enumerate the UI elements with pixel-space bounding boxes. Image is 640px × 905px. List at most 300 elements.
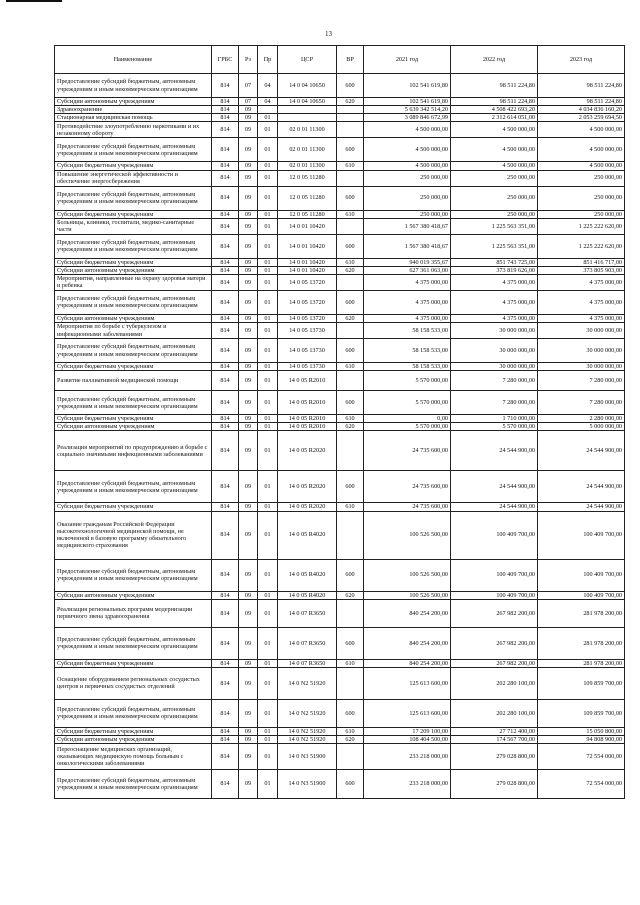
amount-2022-cell: 4 375 000,00 — [451, 274, 538, 290]
table-row — [55, 699, 625, 727]
rz-cell: 09 — [239, 511, 258, 559]
csr-cell: 14 0 05 R4020 — [278, 511, 337, 559]
table-row — [55, 727, 625, 735]
amount-2021-cell: 100 526 500,00 — [364, 591, 451, 599]
vr-cell: 620 — [337, 423, 364, 431]
page-number: 13 — [325, 30, 332, 38]
table-row — [55, 339, 625, 363]
grbs-cell: 814 — [212, 511, 239, 559]
amount-2023-cell: 30 000 000,00 — [538, 323, 625, 339]
grbs-cell: 814 — [212, 258, 239, 266]
vr-cell: 610 — [337, 415, 364, 423]
amount-2021-cell: 840 254 200,00 — [364, 599, 451, 627]
vr-cell: 600 — [337, 699, 364, 727]
grbs-cell: 814 — [212, 431, 239, 471]
vr-cell — [337, 431, 364, 471]
amount-2021-cell: 250 000,00 — [364, 170, 451, 186]
amount-2021-cell: 627 361 063,00 — [364, 266, 451, 274]
rz-cell: 07 — [239, 98, 258, 106]
pr-cell: 01 — [258, 667, 278, 699]
pr-cell: 01 — [258, 339, 278, 363]
amount-2023-cell: 281 978 200,00 — [538, 599, 625, 627]
csr-cell: 02 0 01 11300 — [278, 138, 337, 162]
rz-cell: 09 — [239, 591, 258, 599]
name-cell: Субсидии бюджетным учреждениям — [55, 659, 212, 667]
pr-cell: 01 — [258, 431, 278, 471]
rz-cell: 09 — [239, 122, 258, 138]
csr-cell: 14 0 05 13720 — [278, 290, 337, 314]
table-row — [55, 559, 625, 591]
vr-cell: 600 — [337, 770, 364, 799]
amount-2021-cell: 4 500 000,00 — [364, 162, 451, 170]
amount-2022-cell: 267 982 200,00 — [451, 627, 538, 659]
grbs-cell: 814 — [212, 74, 239, 98]
table-row — [55, 74, 625, 98]
pr-cell: 01 — [258, 210, 278, 218]
amount-2023-cell: 4 500 000,00 — [538, 138, 625, 162]
vr-cell: 600 — [337, 290, 364, 314]
name-cell: Предоставление субсидий бюджетным, автономным учреждениям и иным некоммерческим организациям — [55, 699, 212, 727]
amount-2022-cell: 202 280 100,00 — [451, 699, 538, 727]
name-cell: Здравоохранение — [55, 106, 212, 114]
amount-2022-cell: 98 511 224,80 — [451, 74, 538, 98]
table-row — [55, 591, 625, 599]
csr-cell: 14 0 05 R2020 — [278, 503, 337, 511]
name-cell: Субсидии бюджетным учреждениям — [55, 363, 212, 371]
rz-cell: 09 — [239, 170, 258, 186]
name-cell: Оснащение оборудованием региональных сосудистых центров и первичных сосудистых отделений — [55, 667, 212, 699]
table-row — [55, 323, 625, 339]
amount-2023-cell: 7 280 000,00 — [538, 391, 625, 415]
amount-2023-cell: 24 544 900,00 — [538, 503, 625, 511]
pr-cell: 04 — [258, 74, 278, 98]
pr-cell: 01 — [258, 699, 278, 727]
grbs-cell: 814 — [212, 339, 239, 363]
rz-cell: 09 — [239, 735, 258, 743]
vr-cell: 610 — [337, 258, 364, 266]
amount-2022-cell: 30 000 000,00 — [451, 323, 538, 339]
amount-2021-cell: 1 567 380 418,67 — [364, 218, 451, 234]
csr-cell: 14 0 05 13720 — [278, 274, 337, 290]
amount-2023-cell: 30 000 000,00 — [538, 363, 625, 371]
amount-2023-cell: 4 375 000,00 — [538, 314, 625, 322]
amount-2022-cell: 373 819 626,00 — [451, 266, 538, 274]
pr-cell: 04 — [258, 98, 278, 106]
header-cell: 2022 год — [451, 46, 538, 74]
amount-2021-cell: 0,00 — [364, 415, 451, 423]
name-cell: Больницы, клиники, госпитали, медико-санитарные части — [55, 218, 212, 234]
amount-2023-cell: 94 808 900,00 — [538, 735, 625, 743]
rz-cell: 09 — [239, 659, 258, 667]
amount-2023-cell: 250 000,00 — [538, 170, 625, 186]
amount-2021-cell: 58 158 533,00 — [364, 323, 451, 339]
amount-2023-cell: 5 000 000,00 — [538, 423, 625, 431]
amount-2021-cell: 5 570 000,00 — [364, 391, 451, 415]
grbs-cell: 814 — [212, 266, 239, 274]
rz-cell: 09 — [239, 314, 258, 322]
amount-2022-cell: 279 028 800,00 — [451, 770, 538, 799]
csr-cell: 14 0 07 R3650 — [278, 627, 337, 659]
amount-2023-cell: 281 978 200,00 — [538, 627, 625, 659]
amount-2022-cell: 24 544 900,00 — [451, 431, 538, 471]
amount-2022-cell: 267 982 200,00 — [451, 599, 538, 627]
csr-cell: 14 0 05 R2020 — [278, 431, 337, 471]
name-cell: Развитие паллиативной медицинской помощи — [55, 371, 212, 391]
rz-cell: 09 — [239, 266, 258, 274]
amount-2022-cell: 174 567 700,00 — [451, 735, 538, 743]
name-cell: Субсидии автономным учреждениям — [55, 423, 212, 431]
pr-cell: 01 — [258, 371, 278, 391]
csr-cell — [278, 114, 337, 122]
amount-2023-cell: 851 416 717,00 — [538, 258, 625, 266]
amount-2022-cell: 4 500 000,00 — [451, 122, 538, 138]
amount-2022-cell: 250 000,00 — [451, 186, 538, 210]
vr-cell: 610 — [337, 727, 364, 735]
amount-2021-cell: 4 500 000,00 — [364, 122, 451, 138]
table-row — [55, 667, 625, 699]
csr-cell: 14 0 05 R2010 — [278, 423, 337, 431]
rz-cell: 09 — [239, 186, 258, 210]
csr-cell: 14 0 N3 51900 — [278, 770, 337, 799]
top-rule — [6, 0, 62, 2]
csr-cell: 14 0 05 R2010 — [278, 371, 337, 391]
pr-cell: 01 — [258, 727, 278, 735]
name-cell: Субсидии бюджетным учреждениям — [55, 162, 212, 170]
amount-2022-cell: 1 225 563 351,00 — [451, 218, 538, 234]
name-cell: Субсидии бюджетным учреждениям — [55, 210, 212, 218]
rz-cell: 09 — [239, 431, 258, 471]
table-row — [55, 471, 625, 503]
rz-cell: 09 — [239, 471, 258, 503]
pr-cell: 01 — [258, 162, 278, 170]
pr-cell: 01 — [258, 559, 278, 591]
amount-2022-cell: 7 280 000,00 — [451, 371, 538, 391]
amount-2022-cell: 24 544 900,00 — [451, 471, 538, 503]
amount-2023-cell: 4 375 000,00 — [538, 290, 625, 314]
amount-2021-cell: 58 158 533,00 — [364, 339, 451, 363]
vr-cell — [337, 114, 364, 122]
csr-cell: 14 0 05 13730 — [278, 363, 337, 371]
pr-cell — [258, 106, 278, 114]
name-cell: Субсидии бюджетным учреждениям — [55, 503, 212, 511]
csr-cell: 14 0 N2 51920 — [278, 727, 337, 735]
csr-cell: 14 0 01 10420 — [278, 258, 337, 266]
table-row — [55, 218, 625, 234]
rz-cell: 09 — [239, 210, 258, 218]
csr-cell: 14 0 07 R3650 — [278, 659, 337, 667]
vr-cell: 600 — [337, 627, 364, 659]
amount-2022-cell: 24 544 900,00 — [451, 503, 538, 511]
table-row — [55, 98, 625, 106]
pr-cell: 01 — [258, 258, 278, 266]
rz-cell: 09 — [239, 627, 258, 659]
amount-2023-cell: 2 053 259 694,50 — [538, 114, 625, 122]
rz-cell: 09 — [239, 106, 258, 114]
rz-cell: 09 — [239, 371, 258, 391]
csr-cell: 14 0 04 10650 — [278, 74, 337, 98]
amount-2023-cell: 2 280 000,00 — [538, 415, 625, 423]
header-cell: ВР — [337, 46, 364, 74]
pr-cell: 01 — [258, 363, 278, 371]
rz-cell: 09 — [239, 290, 258, 314]
vr-cell: 610 — [337, 162, 364, 170]
amount-2023-cell: 250 000,00 — [538, 186, 625, 210]
grbs-cell: 814 — [212, 371, 239, 391]
pr-cell: 01 — [258, 114, 278, 122]
table-row — [55, 114, 625, 122]
rz-cell: 09 — [239, 363, 258, 371]
name-cell: Субсидии автономным учреждениям — [55, 591, 212, 599]
amount-2021-cell: 100 526 500,00 — [364, 511, 451, 559]
table-row — [55, 170, 625, 186]
amount-2021-cell: 125 613 600,00 — [364, 667, 451, 699]
table-row — [55, 290, 625, 314]
table-row — [55, 186, 625, 210]
header-cell: 2021 год — [364, 46, 451, 74]
name-cell: Переоснащение медицинских организаций, оказывающих медицинскую помощь больным с онкологическими заболеваниями — [55, 744, 212, 770]
vr-cell: 600 — [337, 74, 364, 98]
pr-cell: 01 — [258, 770, 278, 799]
name-cell: Повышение энергетической эффективности и обеспечение энергосбережения — [55, 170, 212, 186]
table-row — [55, 744, 625, 770]
vr-cell: 600 — [337, 138, 364, 162]
grbs-cell: 814 — [212, 162, 239, 170]
name-cell: Субсидии бюджетным учреждениям — [55, 727, 212, 735]
csr-cell: 12 0 05 11280 — [278, 170, 337, 186]
rz-cell: 09 — [239, 162, 258, 170]
name-cell: Субсидии бюджетным учреждениям — [55, 258, 212, 266]
pr-cell: 01 — [258, 290, 278, 314]
rz-cell: 09 — [239, 138, 258, 162]
grbs-cell: 814 — [212, 423, 239, 431]
vr-cell — [337, 170, 364, 186]
grbs-cell: 814 — [212, 471, 239, 503]
table-row — [55, 363, 625, 371]
amount-2023-cell: 72 554 000,00 — [538, 744, 625, 770]
amount-2021-cell: 940 019 355,67 — [364, 258, 451, 266]
budget-table — [54, 45, 625, 799]
vr-cell: 600 — [337, 559, 364, 591]
amount-2022-cell: 98 511 224,80 — [451, 98, 538, 106]
amount-2021-cell: 4 375 000,00 — [364, 290, 451, 314]
csr-cell: 14 0 N2 51920 — [278, 735, 337, 743]
vr-cell: 610 — [337, 210, 364, 218]
grbs-cell: 814 — [212, 627, 239, 659]
vr-cell: 600 — [337, 391, 364, 415]
vr-cell: 620 — [337, 591, 364, 599]
grbs-cell: 814 — [212, 234, 239, 258]
amount-2023-cell: 72 554 000,00 — [538, 770, 625, 799]
csr-cell: 14 0 05 R2020 — [278, 471, 337, 503]
vr-cell: 620 — [337, 266, 364, 274]
rz-cell: 09 — [239, 744, 258, 770]
grbs-cell: 814 — [212, 122, 239, 138]
csr-cell: 14 0 04 10650 — [278, 98, 337, 106]
grbs-cell: 814 — [212, 170, 239, 186]
vr-cell: 620 — [337, 735, 364, 743]
name-cell: Субсидии бюджетным учреждениям — [55, 415, 212, 423]
name-cell: Предоставление субсидий бюджетным, автономным учреждениям и иным некоммерческим организациям — [55, 290, 212, 314]
grbs-cell: 814 — [212, 559, 239, 591]
amount-2023-cell: 1 225 222 620,00 — [538, 218, 625, 234]
csr-cell: 14 0 01 10420 — [278, 218, 337, 234]
amount-2021-cell: 58 158 533,00 — [364, 363, 451, 371]
grbs-cell: 814 — [212, 114, 239, 122]
amount-2023-cell: 4 034 836 160,20 — [538, 106, 625, 114]
amount-2022-cell: 202 280 100,00 — [451, 667, 538, 699]
vr-cell — [337, 599, 364, 627]
rz-cell: 09 — [239, 503, 258, 511]
header-row — [55, 46, 625, 74]
grbs-cell: 814 — [212, 415, 239, 423]
amount-2021-cell: 5 639 342 514,20 — [364, 106, 451, 114]
pr-cell: 01 — [258, 744, 278, 770]
amount-2023-cell: 24 544 900,00 — [538, 471, 625, 503]
amount-2023-cell: 1 225 222 620,00 — [538, 234, 625, 258]
table-row — [55, 210, 625, 218]
header-cell: ЦСР — [278, 46, 337, 74]
pr-cell: 01 — [258, 511, 278, 559]
rz-cell: 09 — [239, 667, 258, 699]
table-row — [55, 659, 625, 667]
name-cell: Предоставление субсидий бюджетным, автономным учреждениям и иным некоммерческим организациям — [55, 74, 212, 98]
amount-2022-cell: 4 508 422 693,20 — [451, 106, 538, 114]
rz-cell: 09 — [239, 391, 258, 415]
vr-cell — [337, 667, 364, 699]
rz-cell: 09 — [239, 114, 258, 122]
pr-cell: 01 — [258, 122, 278, 138]
grbs-cell: 814 — [212, 735, 239, 743]
rz-cell: 09 — [239, 218, 258, 234]
amount-2022-cell: 27 712 400,00 — [451, 727, 538, 735]
pr-cell: 01 — [258, 314, 278, 322]
csr-cell: 14 0 05 R4020 — [278, 591, 337, 599]
name-cell: Мероприятия по борьбе с туберкулезом и инфекционными заболеваниями — [55, 323, 212, 339]
table-row — [55, 274, 625, 290]
amount-2023-cell: 109 859 700,00 — [538, 699, 625, 727]
vr-cell: 600 — [337, 471, 364, 503]
name-cell: Предоставление субсидий бюджетным, автономным учреждениям и иным некоммерческим организациям — [55, 138, 212, 162]
table-row — [55, 314, 625, 322]
amount-2021-cell: 24 735 600,00 — [364, 503, 451, 511]
csr-cell: 14 0 05 R2010 — [278, 415, 337, 423]
rz-cell: 09 — [239, 727, 258, 735]
table-row — [55, 371, 625, 391]
table-row — [55, 431, 625, 471]
pr-cell: 01 — [258, 274, 278, 290]
vr-cell — [337, 744, 364, 770]
table-row — [55, 162, 625, 170]
header-cell: Рз — [239, 46, 258, 74]
amount-2022-cell: 7 280 000,00 — [451, 391, 538, 415]
vr-cell: 610 — [337, 659, 364, 667]
csr-cell: 12 0 05 11280 — [278, 186, 337, 210]
pr-cell: 01 — [258, 735, 278, 743]
rz-cell: 09 — [239, 234, 258, 258]
amount-2023-cell: 373 805 903,00 — [538, 266, 625, 274]
table-row — [55, 735, 625, 743]
amount-2021-cell: 24 735 600,00 — [364, 471, 451, 503]
amount-2023-cell: 109 859 700,00 — [538, 667, 625, 699]
vr-cell: 600 — [337, 339, 364, 363]
name-cell: Предоставление субсидий бюджетным, автономным учреждениям и иным некоммерческим организациям — [55, 770, 212, 799]
amount-2021-cell: 250 000,00 — [364, 186, 451, 210]
pr-cell: 01 — [258, 170, 278, 186]
table-row — [55, 138, 625, 162]
amount-2023-cell: 24 544 900,00 — [538, 431, 625, 471]
table-row — [55, 391, 625, 415]
amount-2023-cell: 4 500 000,00 — [538, 122, 625, 138]
vr-cell: 620 — [337, 98, 364, 106]
grbs-cell: 814 — [212, 186, 239, 210]
table-row — [55, 627, 625, 659]
rz-cell: 09 — [239, 415, 258, 423]
name-cell: Предоставление субсидий бюджетным, автономным учреждениям и иным некоммерческим организациям — [55, 391, 212, 415]
pr-cell: 01 — [258, 323, 278, 339]
name-cell: Предоставление субсидий бюджетным, автономным учреждениям и иным некоммерческим организациям — [55, 339, 212, 363]
amount-2023-cell: 281 978 200,00 — [538, 659, 625, 667]
csr-cell: 02 0 01 11300 — [278, 162, 337, 170]
grbs-cell: 814 — [212, 323, 239, 339]
table-row — [55, 122, 625, 138]
amount-2022-cell: 4 500 000,00 — [451, 162, 538, 170]
rz-cell: 09 — [239, 770, 258, 799]
csr-cell: 14 0 N3 51900 — [278, 744, 337, 770]
vr-cell: 610 — [337, 363, 364, 371]
rz-cell: 09 — [239, 258, 258, 266]
amount-2022-cell: 5 570 000,00 — [451, 423, 538, 431]
amount-2023-cell: 250 000,00 — [538, 210, 625, 218]
pr-cell: 01 — [258, 234, 278, 258]
amount-2021-cell: 125 613 600,00 — [364, 699, 451, 727]
name-cell: Стационарная медицинская помощь — [55, 114, 212, 122]
name-cell: Субсидии автономным учреждениям — [55, 98, 212, 106]
amount-2022-cell: 100 409 700,00 — [451, 559, 538, 591]
csr-cell: 12 0 05 11280 — [278, 210, 337, 218]
grbs-cell: 814 — [212, 591, 239, 599]
amount-2021-cell: 4 500 000,00 — [364, 138, 451, 162]
grbs-cell: 814 — [212, 659, 239, 667]
rz-cell: 09 — [239, 699, 258, 727]
grbs-cell: 814 — [212, 218, 239, 234]
name-cell: Оказание гражданам Российской Федерации высокотехнологичной медицинской помощи, не включенной в базовую программу обязательного медицинского страхования — [55, 511, 212, 559]
amount-2021-cell: 17 209 100,00 — [364, 727, 451, 735]
table-row — [55, 415, 625, 423]
table-row — [55, 599, 625, 627]
csr-cell: 14 0 07 R3650 — [278, 599, 337, 627]
rz-cell: 09 — [239, 599, 258, 627]
amount-2021-cell: 108 404 500,00 — [364, 735, 451, 743]
grbs-cell: 814 — [212, 770, 239, 799]
pr-cell: 01 — [258, 591, 278, 599]
vr-cell: 610 — [337, 503, 364, 511]
name-cell: Субсидии автономным учреждениям — [55, 314, 212, 322]
grbs-cell: 814 — [212, 699, 239, 727]
name-cell: Субсидии автономным учреждениям — [55, 266, 212, 274]
pr-cell: 01 — [258, 423, 278, 431]
pr-cell: 01 — [258, 627, 278, 659]
amount-2023-cell: 100 409 700,00 — [538, 591, 625, 599]
grbs-cell: 814 — [212, 391, 239, 415]
vr-cell — [337, 122, 364, 138]
amount-2023-cell: 100 409 700,00 — [538, 559, 625, 591]
pr-cell: 01 — [258, 266, 278, 274]
vr-cell — [337, 106, 364, 114]
amount-2021-cell: 100 526 500,00 — [364, 559, 451, 591]
grbs-cell: 814 — [212, 503, 239, 511]
pr-cell: 01 — [258, 415, 278, 423]
amount-2022-cell: 30 000 000,00 — [451, 363, 538, 371]
